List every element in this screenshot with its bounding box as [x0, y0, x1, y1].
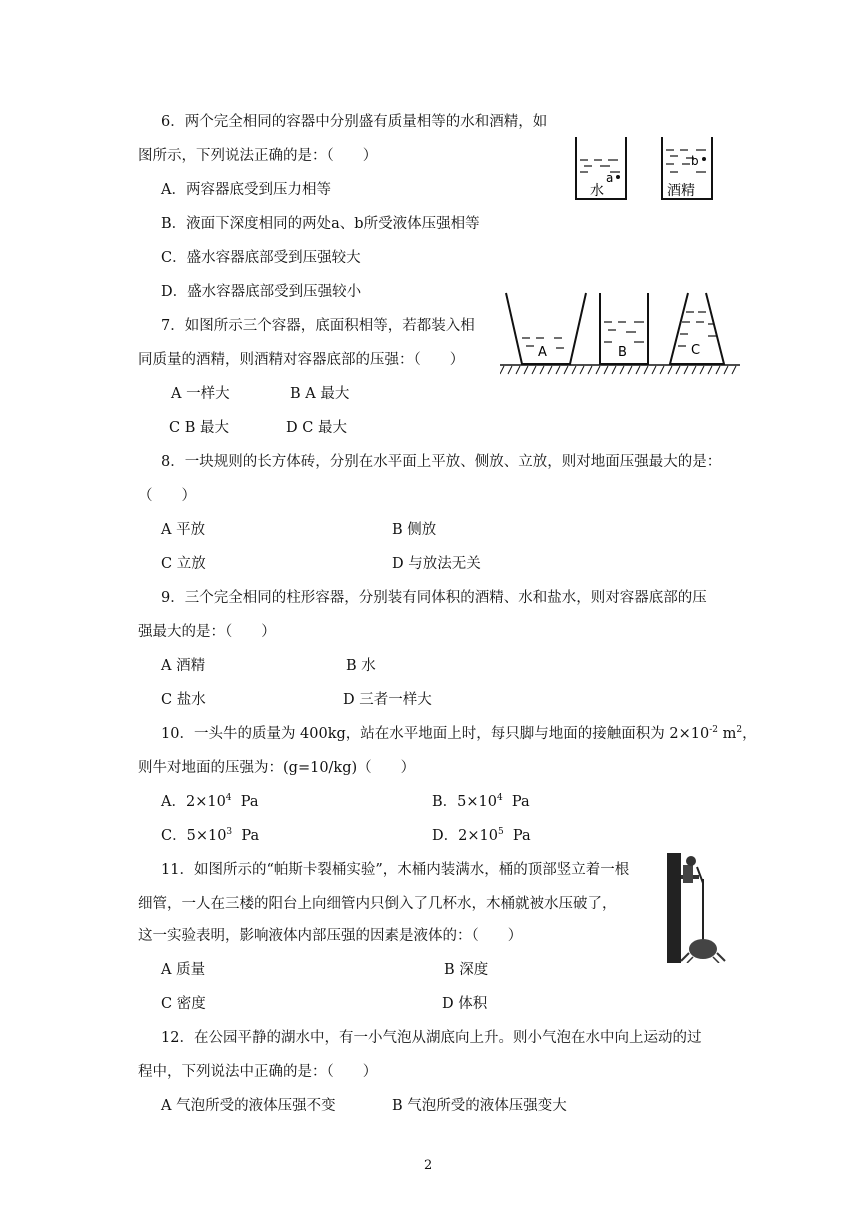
q6-containers-figure — [570, 132, 720, 202]
q12-option-b: B 气泡所受的液体压强变大 — [392, 1098, 567, 1114]
q12-line2: 程中，下列说法中正确的是：（ ） — [138, 1064, 378, 1080]
q7-three-containers-figure — [500, 288, 740, 380]
q7-line2: 同质量的酒精，则酒精对容器底部的压强：（ ） — [138, 352, 465, 368]
label-container-a: A — [538, 345, 547, 360]
q7-option-c: C B 最大 — [169, 420, 229, 436]
q9-option-c: C 盐水 — [161, 692, 206, 708]
q9-line2: 强最大的是：（ ） — [138, 624, 276, 640]
q11-option-b: B 深度 — [444, 962, 489, 978]
q8-option-c: C 立放 — [161, 556, 206, 572]
pascal-barrel-figure — [667, 853, 727, 963]
q10-option-c: C．$5\times 10^3$ Pa — [161, 827, 260, 844]
q11-line3: 这一实验表明，影响液体内部压强的因素是液体的：（ ） — [138, 928, 523, 944]
q8-option-d: D 与放法无关 — [392, 556, 481, 572]
label-a: a — [606, 171, 614, 185]
label-alcohol: 酒精 — [667, 183, 695, 199]
q7-option-a: A 一样大 — [171, 386, 230, 402]
q6-option-d: D．盛水容器底部受到压强较小 — [161, 284, 362, 300]
label-container-c: C — [691, 343, 701, 358]
label-container-b: B — [618, 345, 627, 360]
q11-line2: 细管，一人在三楼的阳台上向细管内只倒入了几杯水，木桶就被水压破了， — [138, 896, 617, 912]
page-number: 2 — [424, 1158, 433, 1173]
q10-line2: 则牛对地面的压强为：(g=10/kg)（ ） — [138, 760, 416, 776]
q10-option-b: B．$5\times 10^4$ Pa — [432, 793, 530, 810]
q6-line2: 图所示，下列说法正确的是：（ ） — [138, 148, 378, 164]
q10-option-a: A．$2\times 10^4$ Pa — [161, 793, 259, 810]
q12-option-a: A 气泡所受的液体压强不变 — [161, 1098, 336, 1114]
q6-option-c: C．盛水容器底部受到压强较大 — [161, 250, 361, 266]
q11-line1: 11．如图所示的“帕斯卡裂桶实验”，木桶内装满水，桶的顶部竖立着一根 — [161, 862, 630, 878]
point-b-dot — [702, 157, 706, 161]
point-a-dot — [616, 175, 620, 179]
q11-option-d: D 体积 — [442, 996, 488, 1012]
q12-line1: 12．在公园平静的湖水中，有一小气泡从湖底向上升。则小气泡在水中向上运动的过 — [161, 1030, 702, 1046]
q9-option-d: D 三者一样大 — [343, 692, 432, 708]
q9-option-a: A 酒精 — [161, 658, 206, 674]
q8-line1: 8．一块规则的长方体砖，分别在水平面上平放、侧放、立放，则对地面压强最大的是： — [161, 454, 722, 470]
q7-option-d: D C 最大 — [286, 420, 347, 436]
q11-option-a: A 质量 — [161, 962, 206, 978]
q10-option-d: D．$2\times 10^5$ Pa — [432, 827, 531, 844]
q6-option-b: B．液面下深度相同的两处a、b所受液体压强相等 — [161, 216, 480, 232]
q6-line1: 6．两个完全相同的容器中分别盛有质量相等的水和酒精，如 — [161, 114, 548, 130]
q8-option-a: A 平放 — [161, 522, 206, 538]
label-water: 水 — [590, 183, 604, 199]
q6-option-a: A．两容器底受到压力相等 — [161, 182, 331, 198]
q9-option-b: B 水 — [346, 658, 376, 674]
q9-line1: 9．三个完全相同的柱形容器，分别装有同体积的酒精、水和盐水，则对容器底部的压 — [161, 590, 707, 606]
q7-option-b: B A 最大 — [290, 386, 350, 402]
q7-line1: 7．如图所示三个容器，底面积相等，若都装入相 — [161, 318, 475, 334]
q10-line1: 10．一头牛的质量为 400kg，站在水平地面上时，每只脚与地面的接触面积为 $2\times 10^{-2}$ $m^2$， — [161, 725, 757, 742]
q8-line2: （ ） — [138, 488, 196, 504]
q11-option-c: C 密度 — [161, 996, 206, 1012]
label-b: b — [691, 154, 699, 168]
q8-option-b: B 侧放 — [392, 522, 437, 538]
